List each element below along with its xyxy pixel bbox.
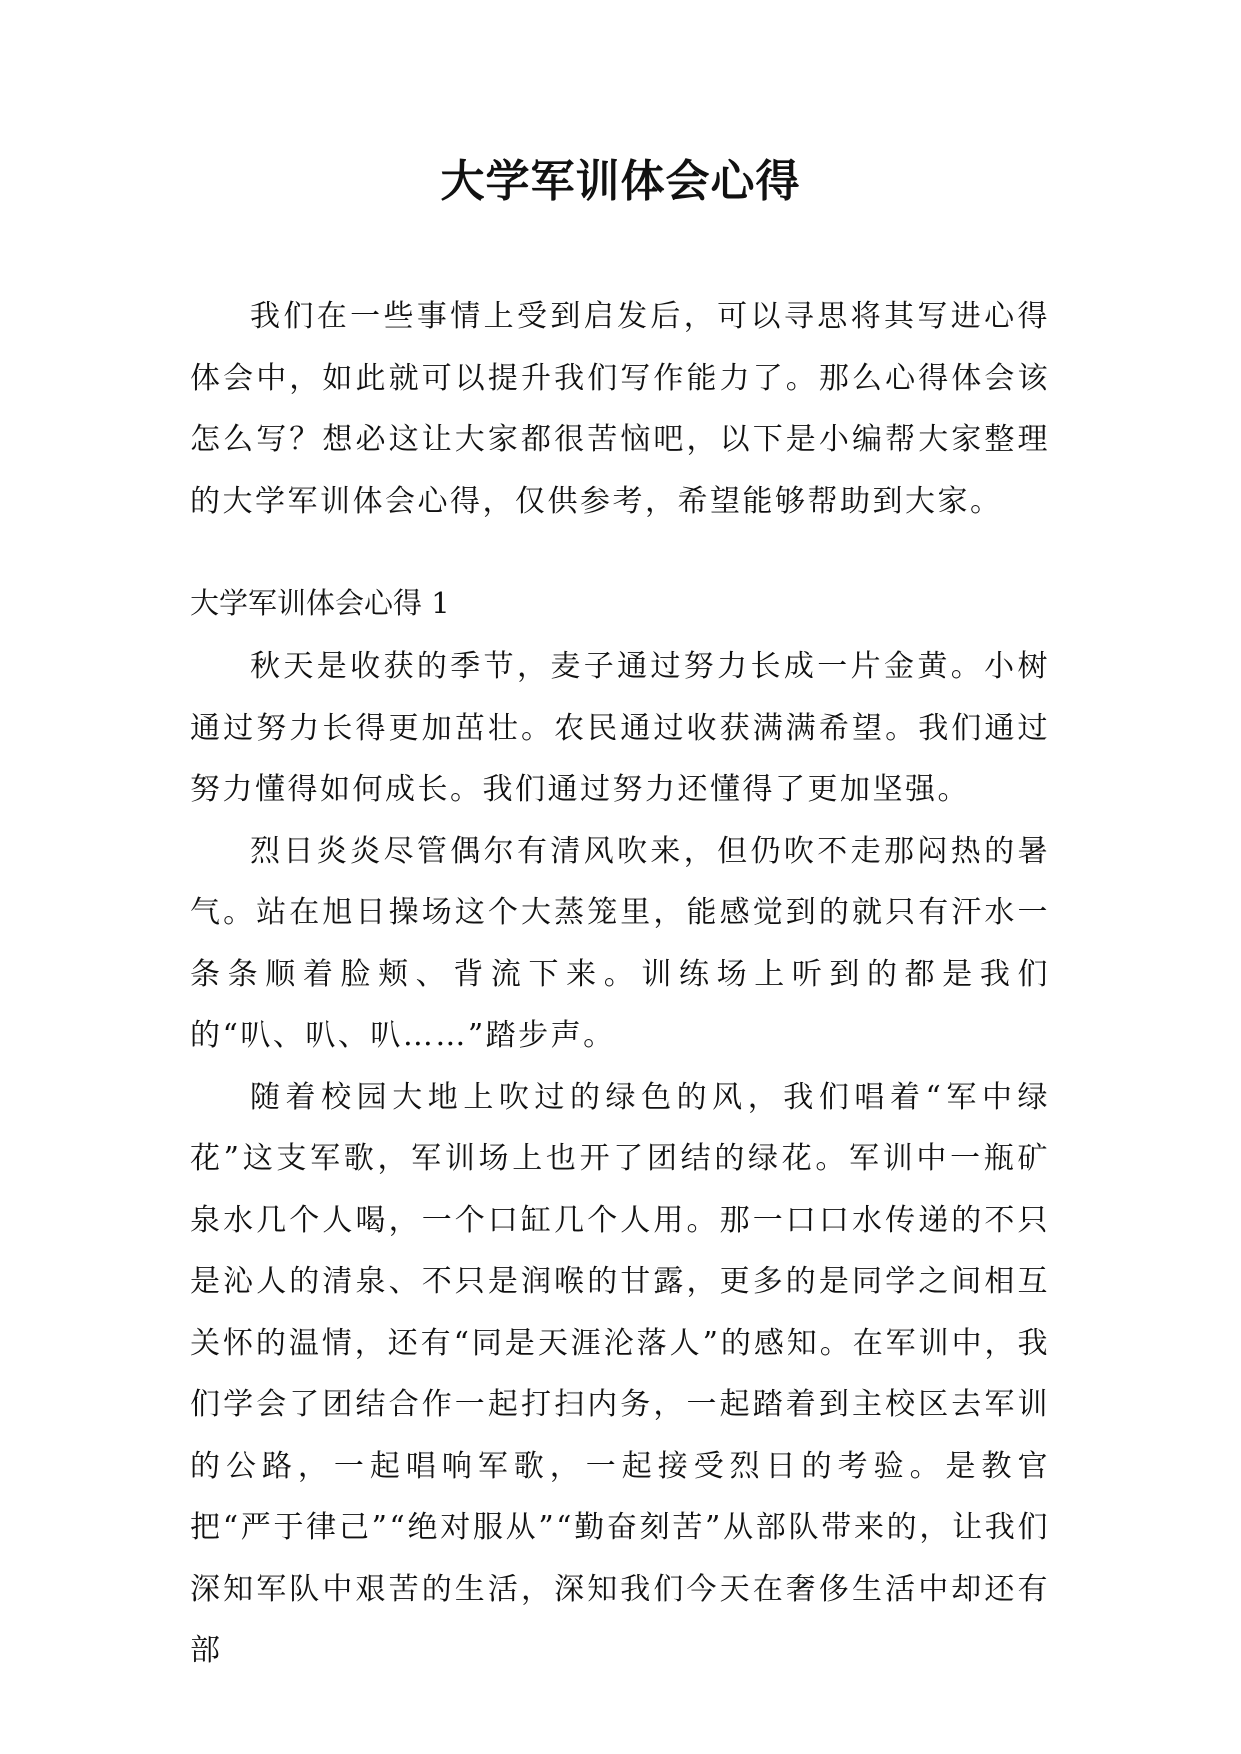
intro-paragraph	[190, 286, 1050, 532]
intro-text: 我们在一些事情上受到启发后，可以寻思将其写进心得体会中，如此就可以提升我们写作能力了。那么心得体会该怎么写？想必这让大家都很苦恼吧，以下是小编帮大家整理的大学军训体会心得，仅供参考，希望能够帮助到大家。	[190, 299, 1050, 519]
body-paragraph: 秋天是收获的季节，麦子通过努力长成一片金黄。小树通过努力长得更加茁壮。农民通过收获满满希望。我们通过努力懂得如何成长。我们通过努力还懂得了更加坚强。	[190, 649, 1050, 807]
section-heading: 大学军训体会心得 1	[190, 586, 450, 620]
body-paragraph: 烈日炎炎尽管偶尔有清风吹来，但仍吹不走那闷热的暑气。站在旭日操场这个大蒸笼里，能感觉到的就只有汗水一条条顺着脸颊、背流下来。训练场上听到的都是我们的“叭、叭、叭……”踏步声。	[190, 833, 1050, 1053]
section-body	[190, 636, 1050, 1682]
document-title: 大学军训体会心得	[440, 156, 801, 207]
body-paragraph: 随着校园大地上吹过的绿色的风，我们唱着“军中绿花”这支军歌，军训场上也开了团结的绿花。军训中一瓶矿泉水几个人喝，一个口缸几个人用。那一口口水传递的不只是沁人的清泉、不只是润喉的甘露，更多的是同学之间相互关怀的温情，还有“同是天涯沦落人”的感知。在军训中，我们学会了团结合作一起打扫内务，一起踏着到主校区去军训的公路，一起唱响军歌，一起接受烈日的考验。是教官把“严于律己”“绝对服从”“勤奋刻苦”从部队带来的，让我们深知军队中艰苦的生活，深知我们今天在奢侈生活中却还有部	[190, 1079, 1050, 1668]
